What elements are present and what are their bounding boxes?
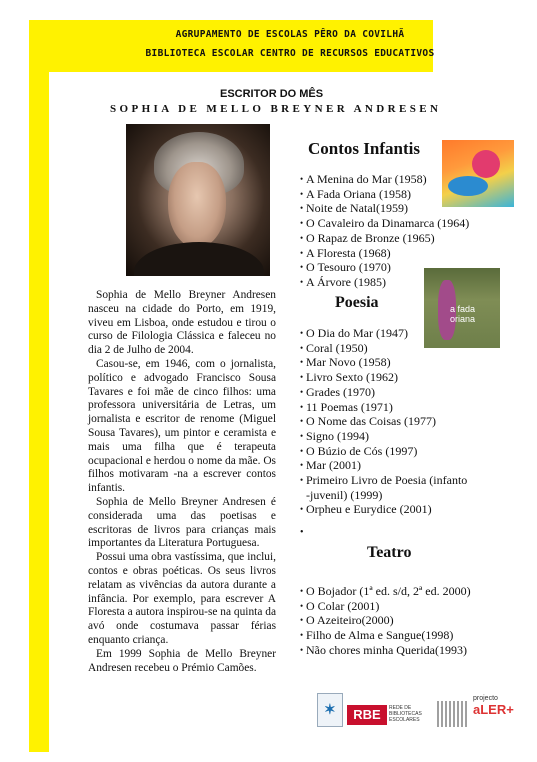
empty-bullet: • [300, 527, 304, 538]
ler-logo: projecto aLER+ [473, 695, 514, 717]
list-item-text: 11 Poemas (1971) [306, 399, 393, 414]
bullet-icon: • [300, 342, 304, 353]
side-band [29, 72, 49, 752]
bullet-icon: • [300, 630, 304, 641]
bio-paragraph: Sophia de Mello Breyner Andresen é considerada uma das poetisas e escritoras de livros para crianças mais importantes da Literatura Portuguesa. [88, 495, 276, 550]
list-item [300, 201, 469, 216]
bullet-icon: • [300, 372, 304, 383]
bullet-icon: • [300, 445, 304, 456]
section-title-poesia: Poesia [335, 294, 379, 311]
poesia-list [300, 326, 467, 517]
list-item [300, 385, 467, 400]
list-item-text: O Azeiteiro(2000) [306, 613, 394, 628]
author-photo [126, 124, 270, 276]
list-item-text: A Menina do Mar (1958) [306, 172, 427, 186]
list-item [300, 429, 467, 444]
list-item-text: Mar Novo (1958) [306, 355, 391, 370]
list-item [300, 613, 471, 628]
library-logo: ✶ [317, 693, 343, 727]
bullet-icon: • [300, 174, 304, 184]
bullet-icon: • [300, 504, 304, 515]
teatro-list [300, 584, 471, 658]
list-item-text: O Dia do Mar (1947) [306, 326, 408, 340]
list-item [300, 473, 467, 488]
bio-paragraph: Em 1999 Sophia de Mello Breyner Andresen recebeu o Prémio Camões. [88, 647, 276, 674]
rbe-logo: RBE [347, 705, 387, 725]
list-item [300, 502, 467, 517]
bullet-icon: • [300, 600, 304, 611]
author-name: SOPHIA DE MELLO BREYNER ANDRESEN [110, 103, 442, 115]
bullet-icon: • [300, 357, 304, 368]
list-item-text: O Cavaleiro da Dinamarca (1964) [306, 216, 470, 231]
list-item [300, 187, 469, 202]
rbe-logo-text: REDE DE BIBLIOTECAS ESCOLARES [389, 705, 422, 723]
list-item [300, 628, 471, 643]
bullet-icon: • [300, 401, 304, 412]
list-item [300, 172, 469, 187]
list-item-text: Grades (1970) [306, 384, 375, 399]
bullet-icon: • [300, 232, 304, 243]
bullet-icon: • [300, 586, 304, 596]
list-item-text: Orpheu e Eurydice (2001) [306, 502, 432, 517]
list-item [300, 216, 469, 231]
bullet-icon: • [300, 475, 304, 486]
bullet-icon: • [300, 430, 304, 441]
list-item [300, 584, 471, 599]
list-item [300, 326, 467, 341]
list-item [300, 414, 467, 429]
list-item-text: O Búzio de Cós (1997) [306, 443, 418, 458]
section-title-teatro: Teatro [367, 544, 412, 561]
list-item-text: Signo (1994) [306, 428, 369, 443]
list-item-text: A Fada Oriana (1958) [306, 186, 411, 201]
cover-title: a fada oriana [450, 304, 476, 324]
list-item-text: O Tesouro (1970) [306, 260, 391, 275]
bullet-icon: • [300, 218, 304, 229]
school-name: AGRUPAMENTO DE ESCOLAS PÊRO DA COVILHÃ [175, 29, 405, 40]
header-notch [433, 20, 537, 72]
list-item [300, 355, 467, 370]
list-item [300, 488, 467, 503]
list-item [300, 458, 467, 473]
list-item [300, 246, 469, 261]
bullet-icon: • [300, 276, 304, 287]
list-item-text: O Rapaz de Bronze (1965) [306, 230, 435, 245]
bullet-icon: • [300, 460, 304, 471]
bio-paragraph: Possui uma obra vastíssima, que inclui, contos e obras poéticas. Os seus livros relatam as vivências da autora durante a infância. Por exemplo, para escrever A Floresta a autora inspirou-se na quinta da avó onde costumava passar férias enquanto criança. [88, 551, 276, 646]
bullet-icon: • [300, 188, 304, 199]
list-item-text: -juvenil) (1999) [306, 487, 383, 502]
list-item-text: O Nome das Coisas (1977) [306, 414, 436, 429]
list-item-text: A Floresta (1968) [306, 245, 391, 260]
list-item [300, 444, 467, 459]
biography [88, 289, 276, 675]
bullet-icon: • [300, 416, 304, 427]
bullet-icon: • [300, 262, 304, 273]
books-logo [437, 701, 467, 727]
list-item-text: A Árvore (1985) [306, 274, 386, 289]
list-item-text: Coral (1950) [306, 340, 368, 355]
list-item-text: Livro Sexto (1962) [306, 370, 398, 385]
library-name: BIBLIOTECA ESCOLAR CENTRO DE RECURSOS EDUCATIVOS [145, 48, 435, 59]
section-title-contos: Contos Infantis [308, 139, 420, 158]
list-item-text: O Bojador (1ª ed. s/d, 2ª ed. 2000) [306, 584, 471, 598]
list-item [300, 231, 469, 246]
list-item [300, 370, 467, 385]
bio-paragraph: Sophia de Mello Breyner Andresen nasceu na cidade do Porto, em 1919, viveu em Lisboa, onde estudou e tirou o curso de Filologia Clássica e faleceu no dia 2 de Julho de 2004. [88, 289, 276, 357]
bullet-icon: • [300, 203, 304, 214]
header-band [29, 20, 433, 72]
list-item-text: Não chores minha Querida(1993) [306, 642, 467, 657]
bullet-icon: • [300, 615, 304, 626]
list-item-text: Primeiro Livro de Poesia (infanto [306, 473, 468, 488]
feature-label: ESCRITOR DO MÊS [220, 88, 324, 100]
list-item [300, 643, 471, 658]
bio-paragraph: Casou-se, em 1946, com o jornalista, político e advogado Francisco Sousa Tavares e foi mãe de cinco filhos: uma professora universitária de Letras, um jornalista e escritor de renome (Miguel Sousa Tavares), um pintor e ceramista e mais uma filha que é terapeuta ocupacional e herdou o nome da mãe. Os filhos motivaram -na a escrever contos infantis. [88, 357, 276, 495]
partner-logos [317, 693, 537, 733]
list-item [300, 400, 467, 415]
list-item [300, 341, 467, 356]
bullet-icon: • [300, 247, 304, 258]
list-item [300, 599, 471, 614]
list-item-text: Filho de Alma e Sangue(1998) [306, 628, 454, 643]
list-item-text: Mar (2001) [306, 458, 361, 473]
list-item-text: O Colar (2001) [306, 598, 380, 613]
bullet-icon: • [300, 386, 304, 397]
bullet-icon: • [300, 328, 304, 338]
bullet-icon: • [300, 644, 304, 655]
list-item-text: Noite de Natal(1959) [306, 201, 408, 216]
